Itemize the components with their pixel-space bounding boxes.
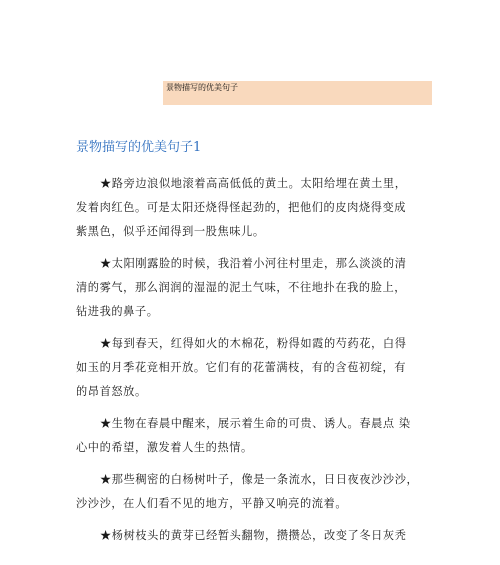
- banner-title: 景物描写的优美句子: [166, 83, 238, 92]
- paragraph-line: 沙沙沙，在人们看不见的地方，平静又响亮的流着。: [76, 497, 348, 510]
- paragraph: [76, 412, 436, 460]
- paragraph-line: 心中的希望，激发着人生的热情。: [76, 441, 253, 454]
- paragraph-line: ★那些稠密的白杨树叶子，像是一条流水，日日夜夜沙沙沙，: [100, 473, 419, 486]
- paragraph-line: 如玉的月季花竞相开放。它们有的花蕾满枝，有的含苞初绽，有: [76, 361, 407, 374]
- paragraph-line: ★路旁边浪似地滚着高高低低的黄土。太阳给埋在黄土里，: [100, 177, 407, 190]
- paragraph: [76, 524, 436, 548]
- paragraph-line: ★太阳刚露脸的时候，我沿着小河往村里走，那么淡淡的清: [100, 257, 407, 270]
- paragraph-line: 钻进我的鼻子。: [76, 305, 159, 318]
- paragraph-line: 发着肉红色。可是太阳还烧得怪起劲的，把他们的皮肉烧得变成: [76, 201, 407, 214]
- document-header-banner: [163, 81, 432, 105]
- paragraph-line: 紫黑色，似乎还闻得到一股焦味儿。: [76, 225, 265, 238]
- paragraph: [76, 332, 436, 404]
- paragraph-line: ★杨树枝头的黄芽已经暂头翻物，攒攒怂，改变了冬日灰秃: [100, 529, 407, 542]
- article-body: [76, 172, 436, 556]
- paragraph-line: ★生物在春晨中醒来，展示着生命的可贵、诱人。春晨点 染: [100, 417, 411, 430]
- paragraph-line: 清的雾气，那么润润的湿湿的泥土气味，不往地扑在我的脸上，: [76, 281, 407, 294]
- paragraph: [76, 172, 436, 244]
- paragraph-line: ★每到春天，红得如火的木棉花，粉得如霞的芍药花，白得: [100, 337, 407, 350]
- paragraph: [76, 468, 436, 516]
- paragraph-line: 的昂首怒放。: [76, 385, 147, 398]
- section-heading: 景物描写的优美句子1: [76, 140, 202, 155]
- paragraph: [76, 252, 436, 324]
